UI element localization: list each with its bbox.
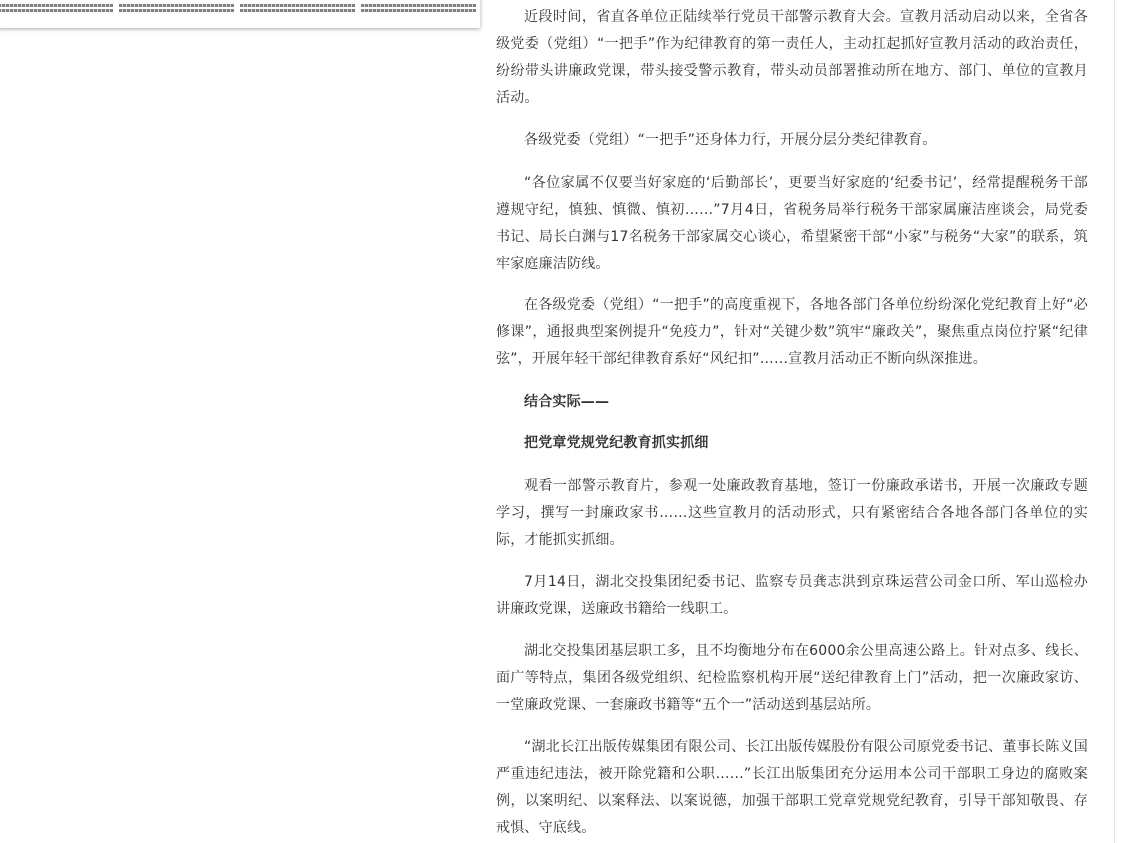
article-paragraph: 湖北交投集团基层职工多，且不均衡地分布在6000余公里高速公路上。针对点多、线长、面广等特点，集团各级党组织、纪检监察机构开展“送纪律教育上门”活动，把一次廉政家访、一堂廉政党课、一套廉政书籍等“五个一”活动送到基层站所。 bbox=[496, 643, 1088, 713]
document-thumbnail-preview[interactable] bbox=[0, 0, 480, 28]
section-heading: 把党章党规党纪教育抓实抓细 bbox=[524, 435, 709, 451]
article-paragraph: 在各级党委（党组）“一把手”的高度重视下，各地各部门各单位纷纷深化党纪教育上好“必修课”，通报典型案例提升“免疫力”，针对“关键少数”筑牢“廉政关”，聚焦重点岗位拧紧“纪律弦”，开展年轻干部纪律教育系好“风纪扣”……宣教月活动正不断向纵深推进。 bbox=[496, 297, 1088, 367]
article-paragraph: 各级党委（党组）“一把手”还身体力行，开展分层分类纪律教育。 bbox=[524, 132, 937, 148]
thumbnail-text-columns bbox=[0, 4, 476, 20]
section-lead-heading: 结合实际—— bbox=[524, 394, 610, 410]
article-paragraph: 7月14日，湖北交投集团纪委书记、监察专员龚志洪到京珠运营公司金口所、军山巡检办讲廉政党课，送廉政书籍给一线职工。 bbox=[496, 574, 1088, 617]
content-right-border bbox=[1114, 0, 1115, 843]
article-paragraph: 近段时间，省直各单位正陆续举行党员干部警示教育大会。宣教月活动启动以来，全省各级党委（党组）“一把手”作为纪律教育的第一责任人，主动扛起抓好宣教月活动的政治责任，纷纷带头讲廉政党课，带头接受警示教育，带头动员部署推动所在地方、部门、单位的宣教月活动。 bbox=[496, 9, 1088, 106]
article-paragraph: “各位家属不仅要当好家庭的‘后勤部长’，更要当好家庭的‘纪委书记’，经常提醒税务干部遵规守纪，慎独、慎微、慎初……”7月4日，省税务局举行税务干部家属廉洁座谈会，局党委书记、局长白渊与17名税务干部家属交心谈心，希望紧密干部“小家”与税务“大家”的联系，筑牢家庭廉洁防线。 bbox=[496, 175, 1088, 272]
article-paragraph: “湖北长江出版传媒集团有限公司、长江出版传媒股份有限公司原党委书记、董事长陈义国严重违纪违法，被开除党籍和公职……”长江出版集团充分运用本公司干部职工身边的腐败案例，以案明纪、以案释法、以案说德，加强干部职工党章党规党纪教育，引导干部知敬畏、存戒惧、守底线。 bbox=[496, 739, 1088, 836]
article-paragraph: 观看一部警示教育片，参观一处廉政教育基地，签订一份廉政承诺书，开展一次廉政专题学习，撰写一封廉政家书……这些宣教月的活动形式，只有紧密结合各地各部门各单位的实际，才能抓实抓细。 bbox=[496, 478, 1088, 548]
